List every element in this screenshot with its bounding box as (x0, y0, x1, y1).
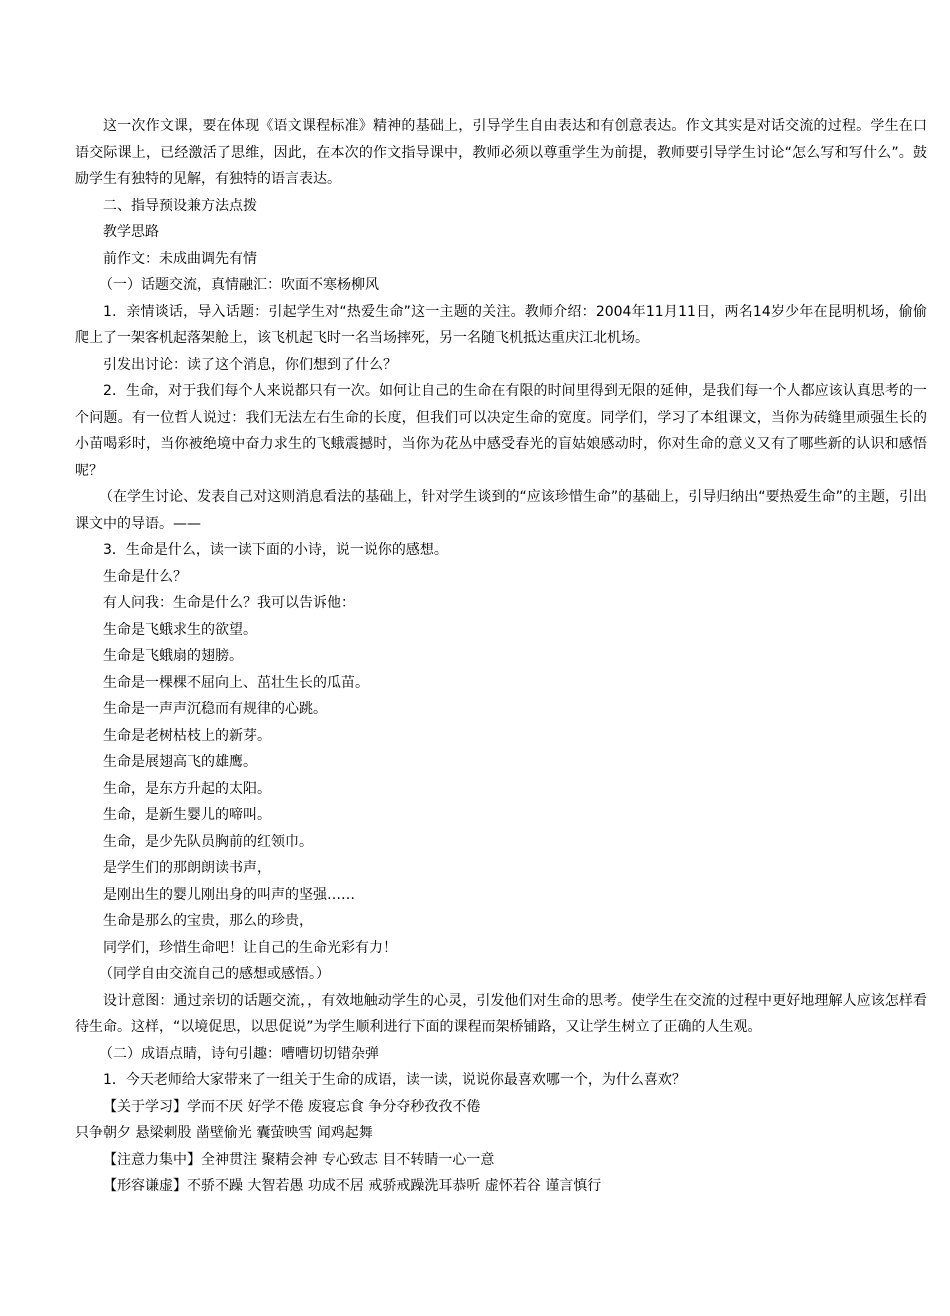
idiom-group-study: 【关于学习】学而不厌 好学不倦 废寝忘食 争分夺秒孜孜不倦 (103, 1098, 481, 1115)
idiom-group-focus: 【注意力集中】全神贯注 聚精会神 专心致志 目不转睛一心一意 (103, 1151, 495, 1168)
subheading-pre-writing: 前作文：未成曲调先有情 (103, 250, 257, 267)
poem-line: 生命是一棵棵不屈向上、茁壮生长的瓜苗。 (103, 674, 369, 691)
idiom-intro: 1．今天老师给大家带来了一组关于生命的成语，读一读，说说你最喜欢哪一个，为什么喜欢？ (103, 1072, 686, 1088)
poem-line: 生命，是少先队员胸前的红领巾。 (103, 833, 313, 850)
intro-paragraph: 这一次作文课，要在体现《语文课程标准》精神的基础上，引导学生自由表达和有创意表达。作文其实是对话交流的过程。学生在口语交际课上，已经激活了思维，因此，在本次的作文指导课中，教师必须以尊重学生为前提，教师要引导学生讨论“怎么写和写什么”。鼓励学生有独特的见解，有独特的语言表达。 (75, 118, 927, 187)
idiom-group-study-cont: 只争朝夕 悬梁刺股 凿壁偷光 囊萤映雪 闻鸡起舞 (75, 1125, 373, 1141)
section-heading: 二、指导预设兼方法点拨 (103, 197, 257, 214)
poem-line: 生命是一声声沉稳而有规律的心跳。 (103, 701, 327, 717)
poem-line: 生命是展翅高飞的雄鹰。 (103, 754, 257, 770)
part-one-heading: （一）话题交流，真情融汇：吹面不寒杨柳风 (99, 277, 379, 293)
poem-line: 生命，是东方升起的太阳。 (103, 780, 271, 797)
poem-line: 生命是那么的宝贵，那么的珍贵， (103, 913, 313, 929)
poem-line: 是刚出生的婴儿刚出身的叫声的坚强…… (103, 886, 355, 903)
poem-line: 生命是飞蛾扇的翅膀。 (103, 648, 243, 664)
poem-title: 生命是什么？ (103, 568, 187, 585)
poem-line: 生命，是新生婴儿的啼叫。 (103, 807, 271, 823)
discussion-prompt: 引发出讨论：读了这个消息，你们想到了什么？ (103, 356, 397, 373)
part-two-heading: （二）成语点睛，诗句引趣：嘈嘈切切错杂弹 (99, 1045, 379, 1062)
poem-line: 是学生们的那朗朗读书声， (103, 860, 271, 876)
poem-line: 生命是老树枯枝上的新芽。 (103, 727, 271, 744)
exchange-note: （同学自由交流自己的感想或感悟。） (99, 966, 330, 982)
poem-line: 有人问我：生命是什么？我可以告诉他： (103, 595, 355, 611)
item-3-paragraph: 3．生命是什么，读一读下面的小诗，说一说你的感想。 (103, 542, 448, 558)
idiom-group-modesty: 【形容谦虚】不骄不躁 大智若愚 功成不居 戒骄戒躁洗耳恭听 虚怀若谷 谨言慎行 (103, 1178, 602, 1194)
item-2-paragraph: 2．生命，对于我们每个人来说都只有一次。如何让自己的生命在有限的时间里得到无限的延伸，是我们每一个人都应该认真思考的一个问题。有一位哲人说过：我们无法左右生命的长度，但我们可以决定生命的宽度。同学们，学习了本组课文，当你为砖缝里顽强生长的小苗喝彩时，当你被绝境中奋力求生的飞蛾震撼时，当你为花丛中感受春光的盲姑娘感动时，你对生命的意义又有了哪些新的认识和感悟呢？ (75, 383, 927, 479)
document-body (75, 113, 927, 1200)
poem-line: 生命是飞蛾求生的欲望。 (103, 621, 257, 638)
poem-line: 同学们，珍惜生命吧！让自己的生命光彩有力！ (103, 939, 397, 956)
design-intent-paragraph: 设计意图：通过亲切的话题交流，，有效地触动学生的心灵，引发他们对生命的思考。使学生在交流的过程中更好地理解人应该怎样看待生命。这样，“以境促思，以思促说”为学生顺利进行下面的课程而架桥铺路，又让学生树立了正确的人生观。 (75, 992, 927, 1035)
item-1-paragraph: 1．亲情谈话，导入话题：引起学生对“热爱生命”这一主题的关注。教师介绍：2004年11月11日，两名14岁少年在昆明机场，偷偷爬上了一架客机起落架舱上，该飞机起飞时一名当场摔死，另一名随飞机抵达重庆江北机场。 (75, 303, 927, 346)
guidance-note: （在学生讨论、发表自己对这则消息看法的基础上，针对学生谈到的“应该珍惜生命”的基础上，引导归纳出“要热爱生命”的主题，引出课文中的导语。—— (75, 489, 927, 532)
subheading-teaching-approach: 教学思路 (103, 224, 159, 240)
